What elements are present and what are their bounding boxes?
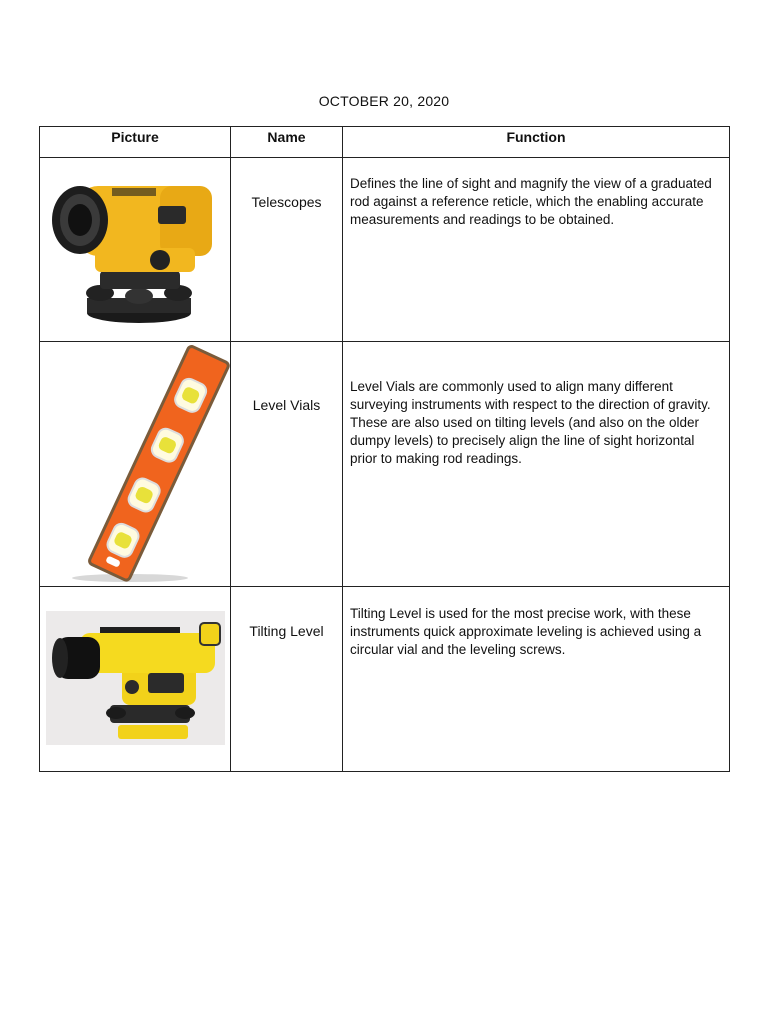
instrument-function: Defines the line of sight and magnify the view of a graduated rod against a reference reticle, which the enabling accurate measurements and readings to be obtained.: [350, 176, 712, 227]
function-cell: [343, 342, 730, 587]
column-header-function: Function: [343, 127, 730, 158]
picture-cell: [40, 342, 231, 587]
instrument-name: Level Vials: [252, 397, 321, 413]
picture-cell: [40, 587, 231, 772]
function-cell: [343, 587, 730, 772]
instrument-function: Level Vials are commonly used to align many different surveying instruments with respect to the direction of gravity. These are also used on tilting levels (and also on the older dumpy levels) to precisely align the line of sight horizontal prior to making rod readings.: [350, 379, 711, 466]
name-cell: [231, 342, 343, 587]
instrument-name: Tilting Level: [249, 623, 324, 639]
orange-level-vial-image: [40, 342, 230, 586]
column-header-name: Name: [231, 127, 343, 158]
name-cell: [231, 587, 343, 772]
auto-level-telescope-image: [40, 158, 230, 341]
document-date: OCTOBER 20, 2020: [318, 93, 450, 109]
picture-cell: [40, 158, 231, 342]
yellow-tilting-level-image: [40, 587, 230, 771]
table-header-row: [40, 127, 730, 158]
column-header-picture: Picture: [40, 127, 231, 158]
table-row: [40, 158, 730, 342]
table-row: [40, 587, 730, 772]
instrument-name: Telescopes: [251, 194, 322, 210]
name-cell: [231, 158, 343, 342]
function-cell: [343, 158, 730, 342]
instruments-table: [39, 126, 730, 772]
instrument-function: Tilting Level is used for the most precise work, with these instruments quick approximate leveling is achieved using a circular vial and the leveling screws.: [350, 606, 702, 657]
table-row: [40, 342, 730, 587]
